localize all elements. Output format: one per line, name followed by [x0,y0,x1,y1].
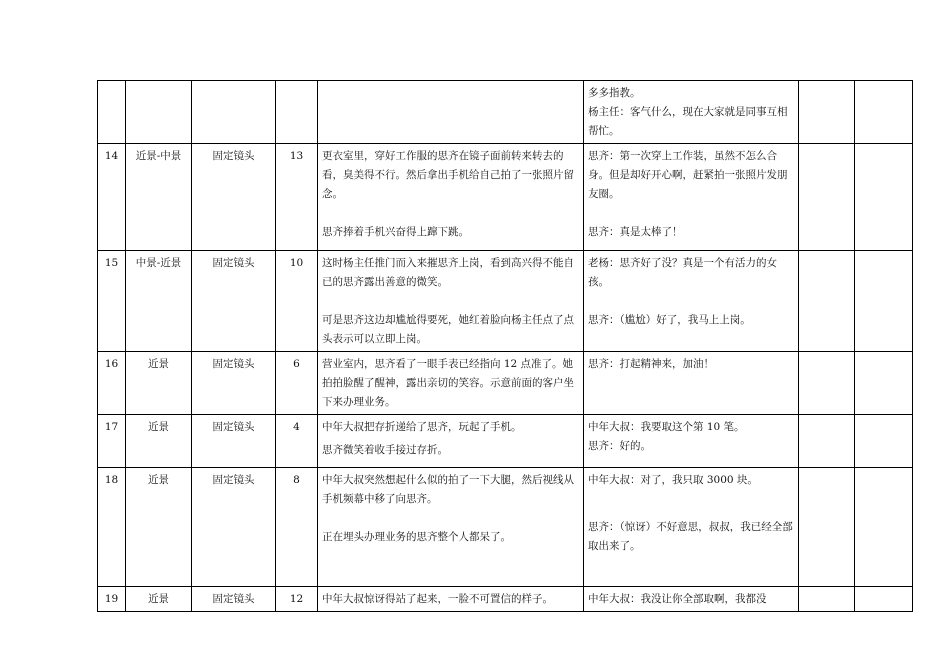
dialogue-line: 杨主任：客气什么，现在大家就是同事互相帮忙。 [588,106,788,137]
empty-cell [855,587,913,612]
duration-cell: 13 [276,144,318,251]
camera-move-cell: 固定镜头 [192,587,276,612]
table-row [98,415,913,468]
action-cell [318,144,584,251]
camera-move-cell [192,81,276,144]
dialogue-cell [584,352,799,415]
table-row [98,352,913,415]
dialogue-cell [584,144,799,251]
dialogue-line: 思齐：打起精神来，加油！ [588,358,714,370]
dialogue-cell [584,81,799,144]
duration-cell: 8 [276,468,318,587]
shot-size-cell: 近景 [126,352,192,415]
shot-number-cell: 15 [98,251,126,352]
action-line: 思齐捧着手机兴奋得上蹿下跳。 [322,226,469,238]
action-cell [318,587,584,612]
camera-move-cell: 固定镜头 [192,352,276,415]
shot-number-cell: 16 [98,352,126,415]
dialogue-line: 多多指教。 [588,87,641,99]
action-cell [318,352,584,415]
empty-cell [799,81,855,144]
empty-cell [855,144,913,251]
action-cell [318,251,584,352]
duration-cell: 10 [276,251,318,352]
dialogue-line: 思齐：（惊讶）不好意思，叔叔，我已经全部取出来了。 [588,521,793,552]
action-line: 中年大叔惊讶得站了起来，一脸不可置信的样子。 [322,593,553,605]
dialogue-line: 思齐：（尴尬）好了，我马上上岗。 [588,314,751,326]
dialogue-line: 老杨：思齐好了没？真是一个有活力的女孩。 [588,257,777,288]
empty-cell [855,251,913,352]
shot-size-cell: 近景 [126,468,192,587]
action-cell [318,81,584,144]
shot-number-cell: 17 [98,415,126,468]
empty-cell [855,468,913,587]
shot-size-cell: 近景-中景 [126,144,192,251]
action-line: 中年大叔突然想起什么似的拍了一下大腿，然后视线从手机频幕中移了向思齐。 [322,474,574,505]
action-line: 中年大叔把存折递给了思齐，玩起了手机。 [322,421,522,433]
dialogue-line: 思齐：真是太棒了！ [588,226,683,238]
action-line: 更衣室里，穿好工作服的思齐在镜子面前转来转去的看，臭美得不行。然后拿出手机给自己拍了一张照片留念。 [322,150,574,200]
empty-cell [799,468,855,587]
table-row [98,587,913,612]
dialogue-line: 思齐：好的。 [588,440,651,452]
empty-cell [855,81,913,144]
empty-cell [799,352,855,415]
camera-move-cell: 固定镜头 [192,415,276,468]
empty-cell [799,251,855,352]
dialogue-line: 思齐：第一次穿上工作装，虽然不怎么合身。但是却好开心啊，赶紧拍一张照片发朋友圈。 [588,150,788,200]
camera-move-cell: 固定镜头 [192,144,276,251]
shot-size-cell: 近景 [126,587,192,612]
empty-cell [855,415,913,468]
storyboard-table [97,80,913,612]
empty-cell [799,144,855,251]
shot-size-cell [126,81,192,144]
storyboard-sheet [97,80,912,605]
shot-size-cell: 中景-近景 [126,251,192,352]
shot-size-cell: 近景 [126,415,192,468]
action-line: 正在埋头办理业务的思齐整个人都呆了。 [322,531,511,543]
dialogue-line: 中年大叔：我没让你全部取啊，我都没 [588,593,767,605]
duration-cell [276,81,318,144]
shot-number-cell: 18 [98,468,126,587]
dialogue-line: 中年大叔：对了，我只取 3000 块。 [588,474,758,486]
duration-cell: 4 [276,415,318,468]
table-row [98,144,913,251]
shot-number-cell [98,81,126,144]
table-row [98,468,913,587]
dialogue-cell [584,415,799,468]
action-line: 营业室内，思齐看了一眼手表已经指向 12 点准了。她拍拍脸醒了醒神，露出亲切的笑容。示意前面的客户坐下来办理业务。 [322,358,574,408]
camera-move-cell: 固定镜头 [192,251,276,352]
empty-cell [799,415,855,468]
table-row [98,251,913,352]
duration-cell: 6 [276,352,318,415]
dialogue-cell [584,251,799,352]
action-line: 思齐微笑着收手接过存折。 [322,444,448,456]
action-line: 这时杨主任推门而入来摧思齐上岗，看到高兴得不能自已的思齐露出善意的微笑。 [322,257,574,288]
action-line: 可是思齐这边却尴尬得要死，她红着脸向杨主任点了点头表示可以立即上岗。 [322,314,574,345]
duration-cell: 12 [276,587,318,612]
action-cell [318,468,584,587]
dialogue-cell [584,587,799,612]
empty-cell [799,587,855,612]
dialogue-cell [584,468,799,587]
action-cell [318,415,584,468]
dialogue-line: 中年大叔：我要取这个第 10 笔。 [588,421,745,433]
table-row [98,81,913,144]
shot-number-cell: 14 [98,144,126,251]
shot-number-cell: 19 [98,587,126,612]
camera-move-cell: 固定镜头 [192,468,276,587]
empty-cell [855,352,913,415]
